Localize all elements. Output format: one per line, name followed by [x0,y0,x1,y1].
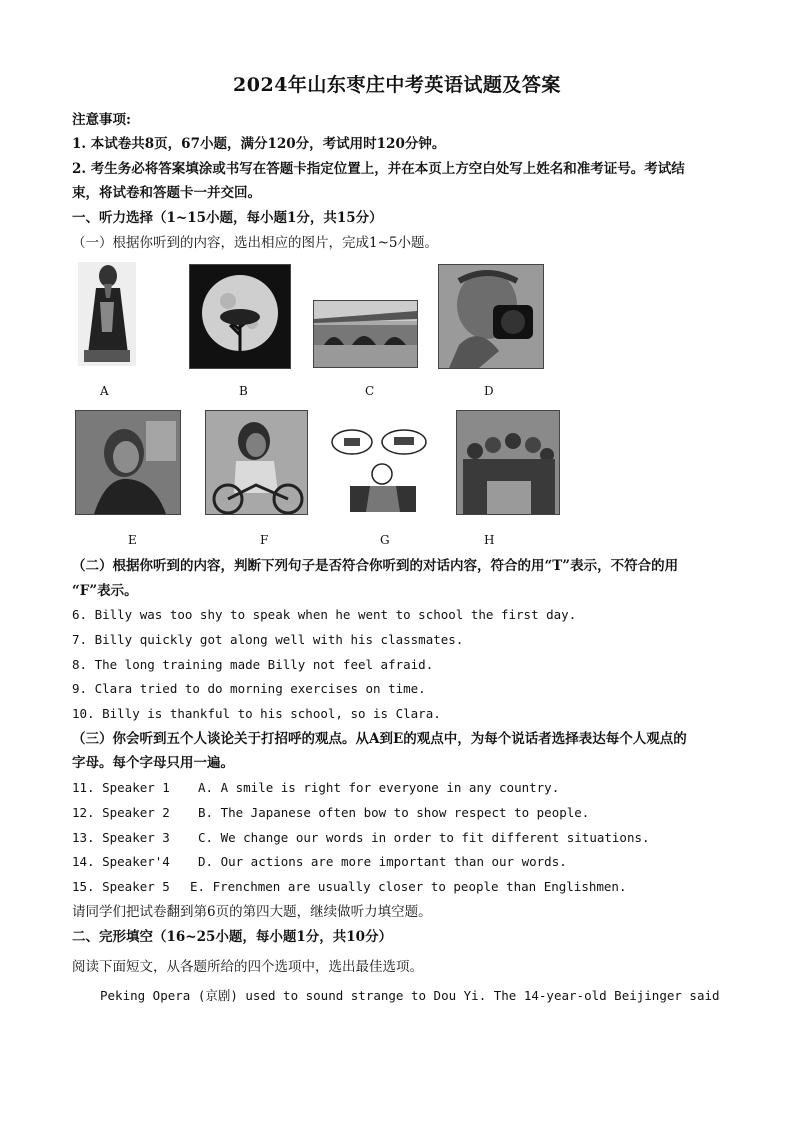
label-d: D [484,384,494,398]
speaker-label: 14. Speaker'4 [72,854,170,869]
speaker-label: 13. Speaker 3 [72,830,170,845]
label-f: F [260,533,269,547]
picture-d-photographer [438,264,544,369]
question-7: 7. Billy quickly got along well with his classmates. [72,632,464,647]
opinion-option: E. Frenchmen are usually closer to people than Englishmen. [190,879,627,894]
notice-item-1: 1. 本试卷共8页，67小题，满分120分，考试用时120分钟。 [72,136,446,152]
picture-h-family [456,410,560,515]
speaker-label: 15. Speaker 5 [72,879,170,894]
question-9: 9. Clara tried to do morning exercises on time. [72,681,426,696]
speaker-row-11 [72,780,559,795]
question-6: 6. Billy was too shy to speak when he went to school the first day. [72,607,577,622]
speaker-label: 11. Speaker 1 [72,780,170,795]
part2-instruction-a: （二）根据你听到的内容，判断下列句子是否符合你听到的对话内容，符合的用“T”表示，不符合的用 [72,558,679,574]
opinion-option: D. Our actions are more important than our words. [198,854,567,869]
label-a: A [100,384,109,398]
page-title: 2024年山东枣庄中考英语试题及答案 [233,74,561,96]
label-e: E [128,533,137,547]
question-8: 8. The long training made Billy not feel afraid. [72,657,434,672]
part3-instruction-a: （三）你会听到五个人谈论关于打招呼的观点。从A到E的观点中，为每个说话者选择表达每个人观点的 [72,731,687,747]
passage-start: Peking Opera (京剧) used to sound strange to Dou Yi. The 14-year-old Beijinger said [100,988,720,1003]
notice-heading: 注意事项: [72,112,131,128]
opinion-option: B. The Japanese often bow to show respect to people. [198,805,590,820]
speaker-row-12 [72,805,589,820]
question-10: 10. Billy is thankful to his school, so is Clara. [72,706,441,721]
label-b: B [239,384,248,398]
picture-g-phone-cartoon [330,428,435,513]
part1-instruction: （一）根据你听到的内容，选出相应的图片，完成1~5小题。 [72,235,438,251]
label-h: H [484,533,495,547]
opinion-option: A. A smile is right for everyone in any country. [198,780,560,795]
speaker-row-13 [72,830,650,845]
picture-a-confucius [78,262,136,366]
picture-b-moon-tree [189,264,291,369]
picture-e-woman [75,410,181,515]
picture-f-girl-bicycle [205,410,308,515]
part3-instruction-b: 字母。每个字母只用一遍。 [72,755,234,771]
section1-heading: 一、听力选择（1~15小题，每小题1分，共15分） [72,210,383,226]
label-c: C [365,384,375,398]
notice-item-2b: 束，将试卷和答题卡一并交回。 [72,185,261,201]
speaker-row-15 [72,879,627,894]
speaker-label: 12. Speaker 2 [72,805,170,820]
opinion-option: C. We change our words in order to fit different situations. [198,830,650,845]
turn-page-note: 请同学们把试卷翻到第6页的第四大题，继续做听力填空题。 [72,904,432,920]
part2-instruction-b: “F”表示。 [72,583,138,599]
section2-heading: 二、完形填空（16~25小题，每小题1分，共10分） [72,929,393,945]
label-g: G [380,533,390,547]
picture-c-stone-bridge [313,300,418,368]
notice-item-2a: 2. 考生务必将答案填涂或书写在答题卡指定位置上，并在本页上方空白处写上姓名和准考证号。考试结 [72,161,685,177]
section2-instruction: 阅读下面短文，从各题所给的四个选项中，选出最佳选项。 [72,959,423,975]
speaker-row-14 [72,854,567,869]
